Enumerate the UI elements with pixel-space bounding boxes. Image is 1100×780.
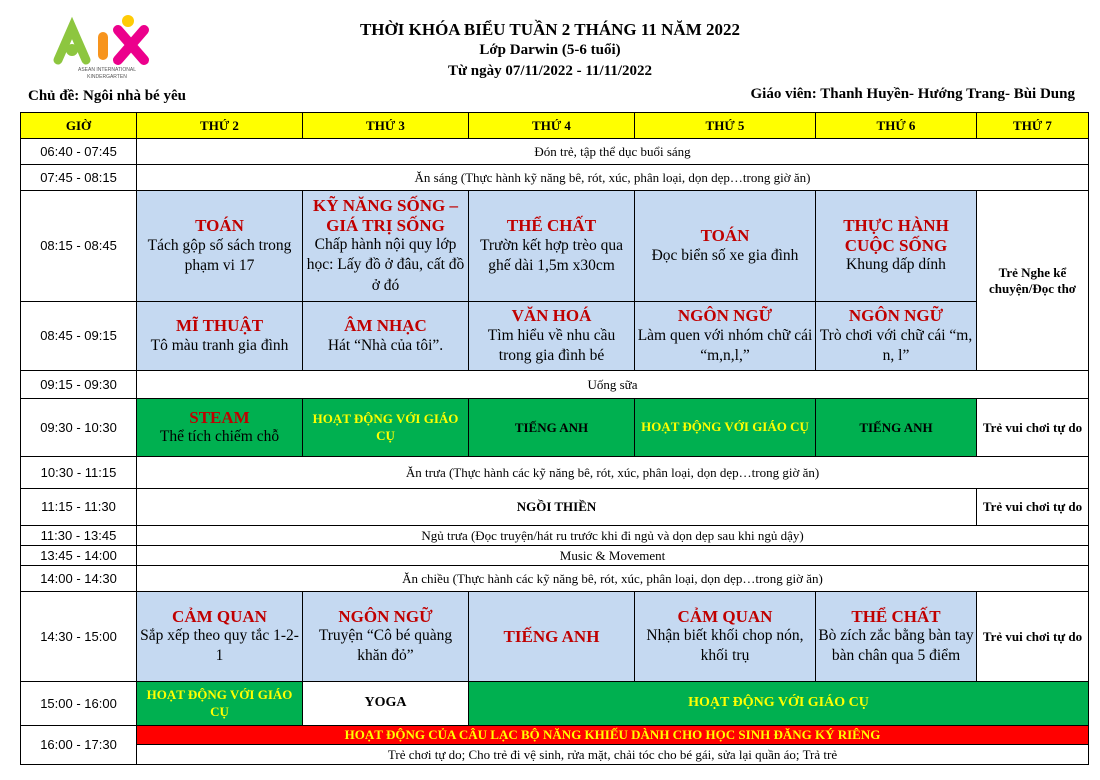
- lesson-cell: [469, 191, 635, 302]
- col-header-time: GIỜ: [21, 113, 137, 139]
- subject-label: VĂN HOÁ: [511, 306, 592, 326]
- subject-label: NGÔN NGỮ: [338, 606, 433, 626]
- table-row: [21, 399, 1089, 457]
- lesson-cell: [137, 302, 303, 371]
- lesson-cell: [816, 592, 977, 682]
- subject-label: TIẾNG ANH: [503, 626, 600, 646]
- lesson-desc: Sắp xếp theo quy tắc 1-2-1: [140, 627, 299, 665]
- activity-cell: Trẻ chơi tự do; Cho trẻ đi vệ sinh, rửa mặt, chải tóc cho bé gái, sửa lại quần áo; Trả trẻ: [137, 745, 1089, 765]
- lesson-cell: [303, 191, 469, 302]
- subject-label: ÂM NHẠC: [344, 316, 427, 336]
- subject-label: THỂ CHẤT: [851, 606, 941, 626]
- time-cell: 11:15 - 11:30: [21, 489, 137, 526]
- subject-label: CẢM QUAN: [172, 606, 267, 626]
- lesson-cell: [137, 592, 303, 682]
- class-name: Lớp Darwin (5-6 tuổi): [479, 42, 621, 58]
- saturday-cell: Trẻ vui chơi tự do: [977, 489, 1089, 526]
- col-header-thu: THỨ 5: [635, 113, 816, 139]
- time-cell: 09:15 - 09:30: [21, 371, 137, 399]
- saturday-cell: Trẻ vui chơi tự do: [977, 592, 1089, 682]
- time-cell: 11:30 - 13:45: [21, 526, 137, 546]
- topic-label: Chủ đề: Ngôi nhà bé yêu: [28, 88, 186, 104]
- lesson-cell: [137, 682, 303, 726]
- subject-label: HOẠT ĐỘNG VỚI GIÁO CỤ: [312, 410, 459, 443]
- time-cell: 13:45 - 14:00: [21, 546, 137, 566]
- activity-cell: Ăn chiều (Thực hành các kỹ năng bê, rót, xúc, phân loại, dọn dẹp…trong giờ ăn): [137, 566, 1089, 592]
- col-header-fri: THỨ 6: [816, 113, 977, 139]
- lesson-cell: YOGA: [303, 682, 469, 726]
- lesson-cell: [137, 399, 303, 457]
- subject-label: THỂ CHẤT: [506, 216, 597, 236]
- lesson-desc: Làm quen với nhóm chữ cái “m,n,l,”: [637, 326, 813, 364]
- time-cell: 07:45 - 08:15: [21, 165, 137, 191]
- col-header-wed: THỨ 4: [469, 113, 635, 139]
- lesson-desc: Đọc biển số xe gia đình: [651, 246, 799, 264]
- activity-cell: NGỒI THIỀN: [137, 489, 977, 526]
- activity-cell: Ăn sáng (Thực hành kỹ năng bê, rót, xúc, phân loại, dọn dẹp…trong giờ ăn): [137, 165, 1089, 191]
- lesson-desc: Truyện “Cô bé quàng khăn đỏ”: [318, 627, 453, 665]
- lesson-cell: [469, 682, 1089, 726]
- lesson-desc: Bò zích zắc bằng bàn tay bàn chân qua 5 điểm: [818, 627, 974, 665]
- subject-label: TOÁN: [700, 226, 750, 246]
- lesson-desc: Nhận biết khối chop nón, khối trụ: [646, 627, 804, 665]
- table-row: [21, 726, 1089, 745]
- time-cell: 06:40 - 07:45: [21, 139, 137, 165]
- table-row: [21, 139, 1089, 165]
- table-row: [21, 526, 1089, 546]
- lesson-cell: [635, 191, 816, 302]
- subject-label: TOÁN: [195, 216, 244, 236]
- lesson-desc: Trò chơi với chữ cái “m, n, l”: [819, 326, 973, 364]
- lesson-cell: [303, 592, 469, 682]
- table-row: [21, 371, 1089, 399]
- club-cell: [137, 726, 1089, 745]
- activity-cell: Ăn trưa (Thực hành các kỹ năng bê, rót, xúc, phân loại, dọn dẹp…trong giờ ăn): [137, 457, 1089, 489]
- lesson-desc: Tô màu tranh gia đình: [150, 336, 289, 354]
- subject-label: MĨ THUẬT: [175, 316, 264, 336]
- table-row: [21, 165, 1089, 191]
- lesson-cell: [303, 302, 469, 371]
- lesson-cell: [635, 592, 816, 682]
- subject-label: HOẠT ĐỘNG VỚI GIÁO CỤ: [641, 419, 809, 435]
- table-row: [21, 191, 1089, 302]
- lesson-cell: TIẾNG ANH: [469, 399, 635, 457]
- time-cell: 09:30 - 10:30: [21, 399, 137, 457]
- subject-label: KỸ NĂNG SỐNG – GIÁ TRỊ SỐNG: [313, 196, 458, 235]
- table-row: [21, 457, 1089, 489]
- time-cell: 10:30 - 11:15: [21, 457, 137, 489]
- lesson-desc: Tách gộp số sách trong phạm vi 17: [147, 236, 292, 274]
- table-row: [21, 546, 1089, 566]
- lesson-desc: Thể tích chiếm chỗ: [159, 428, 280, 446]
- saturday-cell: Trẻ Nghe kể chuyện/Đọc thơ: [977, 191, 1089, 371]
- lesson-cell: [469, 592, 635, 682]
- subject-label: NGÔN NGỮ: [677, 306, 773, 326]
- lesson-desc: Hát “Nhà của tôi”.: [327, 336, 444, 354]
- saturday-cell: Trẻ vui chơi tự do: [977, 399, 1089, 457]
- table-row: [21, 682, 1089, 726]
- lesson-cell: [303, 399, 469, 457]
- time-cell: 15:00 - 16:00: [21, 682, 137, 726]
- activity-cell: Music & Movement: [137, 546, 1089, 566]
- subject-label: HOẠT ĐỘNG VỚI GIÁO CỤ: [688, 695, 869, 711]
- table-row: [21, 745, 1089, 765]
- subject-label: STEAM: [189, 407, 250, 427]
- table-row: [21, 566, 1089, 592]
- teacher-list: Giáo viên: Thanh Huyền- Hướng Trang- Bùi Dung: [750, 86, 1075, 102]
- activity-cell: Đón trẻ, tập thể dục buổi sáng: [137, 139, 1089, 165]
- col-header-tue: THỨ 3: [303, 113, 469, 139]
- col-header-sat: THỨ 7: [977, 113, 1089, 139]
- svg-text:KINDERGARTEN: KINDERGARTEN: [87, 74, 127, 80]
- lesson-cell: [137, 191, 303, 302]
- lesson-cell: [816, 191, 977, 302]
- subject-label: CẢM QUAN: [677, 606, 773, 626]
- header-row: [21, 113, 1089, 139]
- activity-cell: Uống sữa: [137, 371, 1089, 399]
- time-cell: 08:15 - 08:45: [21, 191, 137, 302]
- table-row: [21, 592, 1089, 682]
- time-cell: 14:00 - 14:30: [21, 566, 137, 592]
- subject-label: THỰC HÀNH CUỘC SỐNG: [843, 216, 949, 255]
- lesson-cell: [469, 302, 635, 371]
- time-cell: 16:00 - 17:30: [21, 726, 137, 765]
- club-label: HOẠT ĐỘNG CỦA CÂU LẠC BỘ NĂNG KHIẾU DÀNH CHO HỌC SINH ĐĂNG KÝ RIÊNG: [344, 727, 881, 743]
- table-row: [21, 302, 1089, 371]
- date-range: Từ ngày 07/11/2022 - 11/11/2022: [447, 63, 653, 79]
- subject-label: NGÔN NGỮ: [848, 306, 944, 326]
- lesson-cell: [635, 302, 816, 371]
- time-cell: 14:30 - 15:00: [21, 592, 137, 682]
- lesson-desc: Khung dấp dính: [846, 256, 946, 274]
- lesson-cell: [635, 399, 816, 457]
- col-header-mon: THỨ 2: [137, 113, 303, 139]
- subject-label: HOẠT ĐỘNG VỚI GIÁO CỤ: [146, 686, 293, 719]
- lesson-desc: Trườn kết hợp trèo qua ghế dài 1,5m x30cm: [479, 236, 624, 274]
- table-row: [21, 489, 1089, 526]
- lesson-desc: Tìm hiểu về nhu cầu trong gia đình bé: [487, 326, 616, 364]
- lesson-cell: [816, 302, 977, 371]
- timetable: [20, 112, 1089, 765]
- lesson-desc: Chấp hành nội quy lớp học: Lấy đồ ở đâu, cất đồ ở đó: [306, 236, 465, 294]
- activity-cell: Ngủ trưa (Đọc truyện/hát ru trước khi đi ngủ và dọn dẹp sau khi ngủ dậy): [137, 526, 1089, 546]
- lesson-cell: TIẾNG ANH: [816, 399, 977, 457]
- time-cell: 08:45 - 09:15: [21, 302, 137, 371]
- logo-caption: ASEAN INTERNATIONAL: [78, 67, 136, 73]
- schedule-title: THỜI KHÓA BIỂU TUẦN 2 THÁNG 11 NĂM 2022: [359, 20, 741, 39]
